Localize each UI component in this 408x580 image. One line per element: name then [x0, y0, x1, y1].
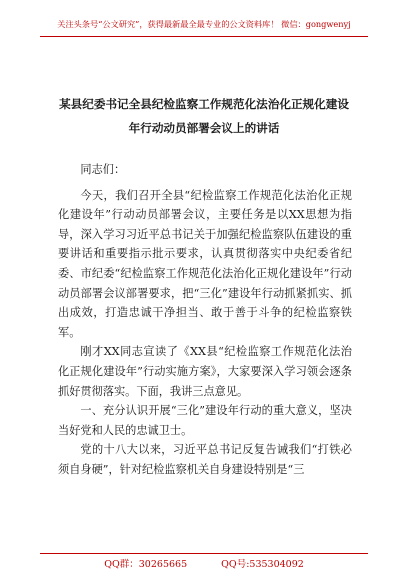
- body-paragraph: 党的十八大以来，习近平总书记反复告诫我们“打铁必须自身硬”，针对纪检监察机关自身建设特别是“三: [58, 443, 352, 476]
- footer: [40, 556, 368, 574]
- section-heading-paragraph: 一、充分认识开展“三化”建设年行动的重大意义，坚决当好党和人民的忠诚卫士。: [58, 404, 352, 437]
- footer-qq-group: QQ群：30265665: [104, 559, 188, 570]
- salutation: 同志们：: [80, 163, 126, 176]
- document-title-line-2: 年行动动员部署会议上的讲话: [128, 121, 280, 135]
- document-body: [58, 160, 352, 480]
- body-paragraph: 刚才XX同志宣读了《XX县“纪检监察工作规范化法治化正规化建设年”行动实施方案》，大家要深入学习领会逐条抓好贯彻落实。下面，我讲三点意见。: [58, 345, 352, 398]
- footer-divider: [40, 553, 368, 554]
- header-divider: [40, 36, 368, 37]
- document-title-line-1: 某县纪委书记全县纪检监察工作规范化法治化正规化建设: [59, 97, 349, 111]
- footer-qq-number: QQ号:535304092: [221, 559, 304, 570]
- header-note: 关注头条号“公文研究”，获得最新最全最专业的公文资料库！ 微信：gongwenyj: [57, 19, 351, 29]
- body-paragraph: 今天，我们召开全县“纪检监察工作规范化法治化正规化建设年”行动动员部署会议，主要任务是以XX思想为指导，深入学习习近平总书记关于加强纪检监察队伍建设的重要讲话和重要指示批示要求，认真贯彻落实中央纪委省纪委、市纪委“纪检监察工作规范化法治化正规化建设年”行动动员部署会议部署要求，把“三化”建设年行动抓紧抓实、抓出成效，打造忠诚干净担当、敢于善于斗争的纪检监察铁军。: [58, 188, 352, 339]
